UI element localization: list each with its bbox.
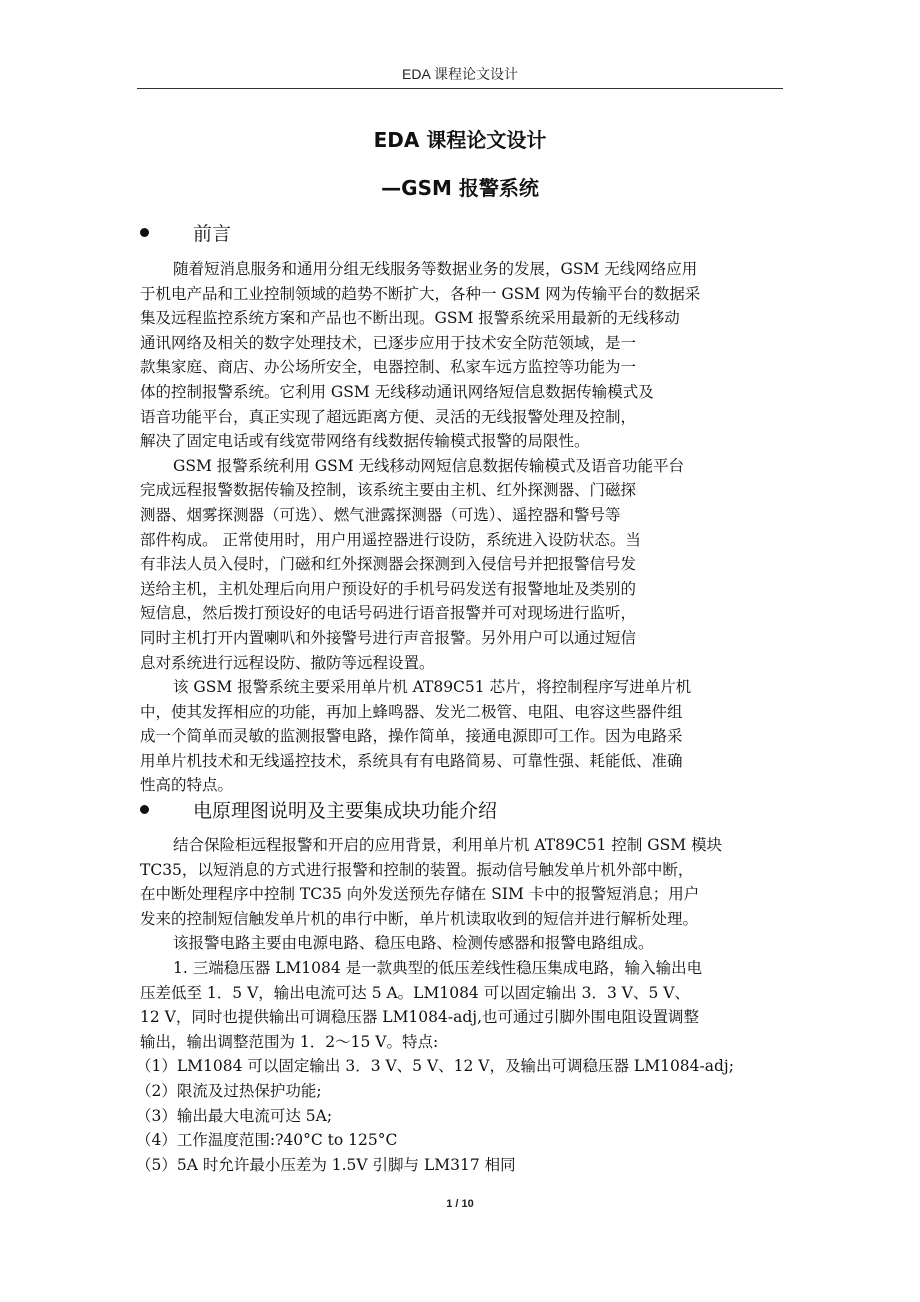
list-item: （2）限流及过热保护功能;: [136, 1081, 322, 1100]
paragraph-line: 解决了固定电话或有线宽带网络有线数据传输模式报警的局限性。: [140, 432, 590, 451]
section-heading-text: 电原理图说明及主要集成块功能介绍: [193, 800, 498, 822]
paragraph-line: 测器、烟雾探测器（可选）、燃气泄露探测器（可选）、遥控器和警号等: [140, 505, 621, 524]
paragraph-line: 同时主机打开内置喇叭和外接警号进行声音报警。另外用户可以通过短信: [140, 628, 637, 647]
paragraph-line: 短信息，然后拨打预设好的电话号码进行语音报警并可对现场进行监听，: [140, 604, 637, 623]
paragraph-line: 12 V，同时也提供输出可调稳压器 LM1084-adj,也可通过引脚外围电阻设置调整: [140, 1008, 700, 1027]
document-subtitle: —GSM 报警系统: [381, 176, 539, 200]
paragraph-line: 送给主机，主机处理后向用户预设好的手机号码发送有报警地址及类别的: [140, 579, 637, 598]
section-heading-preface: [140, 219, 231, 246]
preface-body: [140, 257, 783, 798]
bullet-icon: [140, 228, 149, 237]
paragraph-line: 该报警电路主要由电源电路、稳压电路、检测传感器和报警电路组成。: [173, 934, 654, 953]
running-header: EDA 课程论文设计: [402, 66, 518, 82]
paragraph-line: 于机电产品和工业控制领域的趋势不断扩大，各种一 GSM 网为传输平台的数据采: [140, 284, 701, 303]
paragraph-line: 体的控制报警系统。它利用 GSM 无线移动通讯网络短信息数据传输模式及: [140, 382, 654, 401]
paragraph-line: 用单片机技术和无线遥控技术，系统具有有电路简易、可靠性强、耗能低、准确: [140, 751, 683, 770]
paragraph-line: 语音功能平台，真正实现了超远距离方便、灵活的无线报警处理及控制，: [140, 407, 637, 426]
list-item: （1）LM1084 可以固定输出 3．3 V、5 V、12 V，及输出可调稳压器 LM1084-adj;: [136, 1057, 734, 1076]
paragraph-line: 输出，输出调整范围为 1．2～15 V。特点:: [140, 1032, 439, 1051]
list-item: （4）工作温度范围:?40°C to 125°C: [136, 1131, 398, 1150]
bullet-icon: [140, 805, 149, 814]
paragraph-line: 部件构成。 正常使用时，用户用遥控器进行设防，系统进入设防状态。当: [140, 530, 641, 549]
paragraph-line: GSM 报警系统利用 GSM 无线移动网短信息数据传输模式及语音功能平台: [173, 456, 685, 475]
header-rule: [137, 88, 783, 89]
paragraph-line: 1. 三端稳压器 LM1084 是一款典型的低压差线性稳压集成电路，输入输出电: [173, 958, 703, 977]
paragraph-line: 息对系统进行远程设防、撤防等远程设置。: [140, 653, 435, 672]
paragraph-line: TC35，以短消息的方式进行报警和控制的装置。振动信号触发单片机外部中断，: [140, 860, 694, 879]
paragraph-line: 结合保险柜远程报警和开启的应用背景，利用单片机 AT89C51 控制 GSM 模块: [173, 836, 723, 854]
document-title: EDA 课程论文设计: [373, 128, 547, 152]
circuit-body: [136, 833, 783, 1177]
paragraph-line: 完成远程报警数据传输及控制，该系统主要由主机、红外探测器、门磁探: [140, 481, 637, 500]
paragraph-line: 成一个简单而灵敏的监测报警电路，操作简单，接通电源即可工作。因为电路采: [140, 727, 683, 746]
paragraph-line: 该 GSM 报警系统主要采用单片机 AT89C51 芯片，将控制程序写进单片机: [173, 678, 692, 697]
paragraph-line: 有非法人员入侵时，门磁和红外探测器会探测到入侵信号并把报警信号发: [140, 555, 637, 574]
paragraph-line: 通讯网络及相关的数字处理技术，已逐步应用于技术安全防范领域，是一: [140, 333, 637, 352]
paragraph-line: 款集家庭、商店、办公场所安全，电器控制、私家车远方监控等功能为一: [140, 358, 637, 377]
paragraph-line: 在中断处理程序中控制 TC35 向外发送预先存储在 SIM 卡中的报警短消息；用户: [140, 885, 700, 904]
section-heading-circuit: [140, 796, 497, 823]
paragraph-line: 集及远程监控系统方案和产品也不断出现。GSM 报警系统采用最新的无线移动: [140, 309, 680, 328]
list-item: （3）输出最大电流可达 5A;: [136, 1106, 333, 1125]
page-number: 1 / 10: [446, 1198, 474, 1210]
paragraph-line: 中，使其发挥相应的功能，再加上蜂鸣器、发光二极管、电阻、电容这些器件组: [140, 702, 683, 721]
paragraph-line: 压差低至 1．5 V，输出电流可达 5 A。LM1084 可以固定输出 3．3 V、5 V、: [140, 983, 690, 1002]
list-item: （5）5A 时允许最小压差为 1.5V 引脚与 LM317 相同: [136, 1155, 516, 1174]
paragraph-line: 性高的特点。: [140, 776, 234, 795]
paragraph-line: 随着短消息服务和通用分组无线服务等数据业务的发展，GSM 无线网络应用: [173, 260, 698, 278]
paragraph-line: 发来的控制短信触发单片机的串行中断，单片机读取收到的短信并进行解析处理。: [140, 909, 699, 928]
section-heading-text: 前言: [193, 223, 232, 245]
